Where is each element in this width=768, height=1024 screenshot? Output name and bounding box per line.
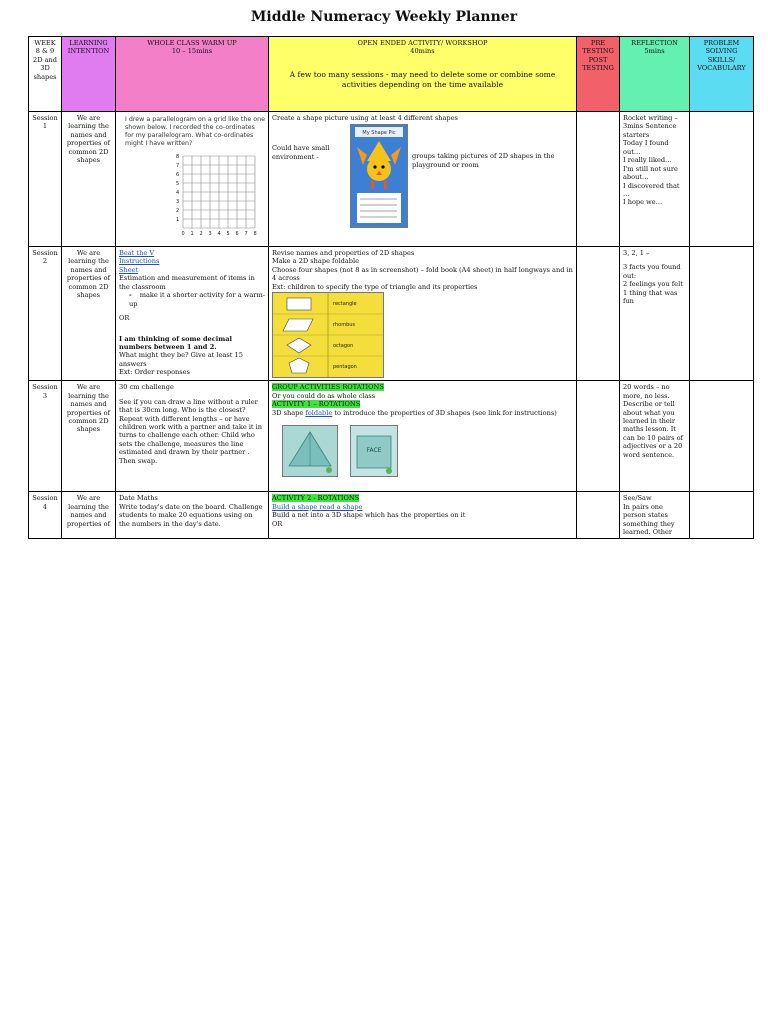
warm-up-text: Estimation and measurement of items in the classroom bbox=[119, 274, 255, 291]
x-tick-label: 4 bbox=[217, 231, 221, 238]
reflection-line: I really liked… bbox=[623, 156, 672, 165]
reflection-cell bbox=[620, 112, 690, 247]
foldable-label: octagon bbox=[333, 343, 354, 350]
x-tick-label: 5 bbox=[226, 231, 230, 238]
learning-intention: We are learning the names and properties of bbox=[62, 492, 116, 539]
reflection-line: 3, 2, 1 – bbox=[623, 249, 650, 257]
header-reflection-title: REFLECTION bbox=[631, 39, 678, 47]
open-line-4b: to introduce the properties of 3D shapes (see link for instructions) bbox=[334, 408, 557, 417]
warm-up-cell bbox=[116, 381, 269, 492]
open-line-4a: 3D shape bbox=[272, 408, 304, 417]
planner-table bbox=[28, 36, 754, 539]
header-reflection-time: 5mins bbox=[644, 47, 665, 56]
3d-foldable-illustration-2 bbox=[351, 426, 397, 476]
reflection-cell bbox=[620, 492, 690, 539]
reflection-line: 20 words – no more, no less. Describe or tell about what you learned in their maths lesson. It can be 10 pairs of adjectives or a 20 word sentence. bbox=[623, 383, 683, 459]
header-warm-up-title: WHOLE CLASS WARM UP bbox=[147, 39, 237, 47]
reflection-line: In pairs one person states something they learned. Other bbox=[623, 502, 675, 536]
warm-up-cell bbox=[116, 112, 269, 247]
x-tick-label: 7 bbox=[244, 231, 248, 238]
learning-intention: We are learning the names and properties of common 2D shapes bbox=[62, 247, 116, 381]
problem-solving-cell bbox=[690, 492, 754, 539]
open-line-2: Or you could do as whole class bbox=[272, 391, 376, 400]
shape-picture-photo bbox=[350, 124, 408, 228]
header-open-ended-note: A few too many sessions - may need to delete some or combine some activities depending on the time available bbox=[289, 69, 556, 89]
pre-post-cell bbox=[577, 492, 620, 539]
session-row bbox=[29, 381, 754, 492]
reflection-line: I hope we… bbox=[623, 198, 663, 207]
header-problem-solving: PROBLEM SOLVING SKILLS/ VOCABULARY bbox=[690, 37, 754, 112]
open-ended-cell bbox=[269, 492, 577, 539]
reflection-line: See/Saw bbox=[623, 494, 652, 503]
coordinate-grid bbox=[171, 150, 261, 238]
header-reflection bbox=[620, 37, 690, 112]
y-tick-label: 3 bbox=[176, 199, 180, 206]
warm-up-decimal-prompt: I am thinking of some decimal numbers between 1 and 2. bbox=[119, 334, 233, 351]
x-tick-label: 2 bbox=[199, 231, 203, 238]
foldable-label: rhombus bbox=[333, 322, 356, 329]
y-tick-label: 8 bbox=[176, 154, 180, 161]
x-tick-label: 1 bbox=[190, 231, 194, 238]
reflection-line: I discovered that … bbox=[623, 181, 680, 198]
warm-up-question: What might they be? Give at least 15 answers bbox=[119, 351, 243, 368]
problem-solving-cell bbox=[690, 247, 754, 381]
group-rotations-heading: GROUP ACTIVITIES ROTATIONS bbox=[272, 383, 384, 392]
open-ended-cell bbox=[269, 381, 577, 492]
reflection-cell bbox=[620, 247, 690, 381]
y-tick-label: 7 bbox=[176, 163, 180, 170]
3d-foldable-photo-2 bbox=[350, 425, 398, 477]
session-row bbox=[29, 112, 754, 247]
open-line-4: OR bbox=[272, 519, 283, 528]
parallelogram-prompt: I drew a parallelogram on a grid like the one shown below. I recorded the co-ordinates for my parallelogram. What co-ordinates might I have written? bbox=[125, 116, 265, 148]
reflection-line: Rocket writing – 3mins Sentence starters bbox=[623, 114, 678, 139]
session-row bbox=[29, 492, 754, 539]
open-line-2a: Could have small bbox=[272, 144, 330, 153]
header-open-ended-title: OPEN ENDED ACTIVITY/ WORKSHOP bbox=[357, 39, 488, 47]
header-row bbox=[29, 37, 754, 112]
activity-1-heading: ACTIVITY 1 – ROTATIONS bbox=[272, 400, 361, 409]
warm-up-text: See if you can draw a line without a ruler that is 30cm long. Who is the closest? Repeat with different lengths – or have children work with a partner and take it in turns to challenge each other. Child who sets the challenge, measures the line estimated and drawn by their partner . Then swap. bbox=[119, 397, 263, 465]
open-line-1: Revise names and properties of 2D shapes bbox=[272, 249, 415, 257]
shape-picture-illustration bbox=[351, 125, 407, 227]
problem-solving-cell bbox=[690, 112, 754, 247]
page-title: Middle Numeracy Weekly Planner bbox=[250, 9, 518, 25]
photo-caption: My Shape Pic bbox=[362, 130, 396, 137]
warm-up-extension: Ext: Order responses bbox=[119, 368, 190, 377]
reflection-line: Today I found out… bbox=[623, 139, 669, 156]
beat-the-v-link[interactable]: Beat the V bbox=[119, 249, 155, 257]
x-tick-label: 0 bbox=[181, 231, 185, 238]
open-line-4 bbox=[272, 409, 573, 417]
header-learning-intention: LEARNING INTENTION bbox=[62, 37, 116, 112]
3d-foldable-photo-1 bbox=[282, 425, 338, 477]
open-ended-cell bbox=[269, 247, 577, 381]
warm-up-title: Date Maths bbox=[119, 494, 158, 503]
y-tick-label: 1 bbox=[176, 217, 180, 224]
reflection-cell bbox=[620, 381, 690, 492]
foldable-label: rectangle bbox=[333, 301, 357, 308]
foldable-label: pentagon bbox=[333, 364, 357, 371]
activity-2-heading: ACTIVITY 2 - ROTATIONS bbox=[272, 494, 360, 503]
foldable-photo bbox=[272, 292, 384, 378]
open-line-3: Build a net into a 3D shape which has the properties on it bbox=[272, 511, 466, 520]
x-tick-label: 6 bbox=[235, 231, 239, 238]
y-tick-label: 5 bbox=[176, 181, 180, 188]
open-line-2: Make a 2D shape foldable bbox=[272, 257, 359, 266]
y-tick-label: 6 bbox=[176, 172, 180, 179]
session-label: Session 4 bbox=[29, 492, 62, 539]
warm-up-cell bbox=[116, 247, 269, 381]
3d-foldable-illustration-1 bbox=[283, 426, 337, 476]
sheet-link[interactable]: Sheet bbox=[119, 265, 139, 274]
photo-label: FACE bbox=[366, 446, 382, 454]
reflection-line: 1 thing that was fun bbox=[623, 288, 678, 306]
reflection-line: 3 facts you found out: bbox=[623, 263, 681, 280]
header-open-ended bbox=[269, 37, 577, 112]
session-label: Session 1 bbox=[29, 112, 62, 247]
session-label: Session 2 bbox=[29, 247, 62, 381]
pre-post-cell bbox=[577, 112, 620, 247]
open-line-1: Create a shape picture using at least 4 different shapes bbox=[272, 114, 458, 122]
warm-up-or: OR bbox=[119, 314, 130, 323]
build-a-shape-link[interactable]: Build a shape read a shape bbox=[272, 502, 363, 511]
foldable-illustration bbox=[273, 293, 383, 377]
header-week: WEEK 8 & 9 2D and 3D shapes bbox=[29, 37, 62, 112]
header-pre-post-testing: PRE TESTING POST TESTING bbox=[577, 37, 620, 112]
header-warm-up bbox=[116, 37, 269, 112]
learning-intention: We are learning the names and properties of common 2D shapes bbox=[62, 112, 116, 247]
open-ended-cell bbox=[269, 112, 577, 247]
session-row bbox=[29, 247, 754, 381]
instructions-link[interactable]: Instructions bbox=[119, 257, 160, 266]
session-label: Session 3 bbox=[29, 381, 62, 492]
header-warm-up-time: 10 – 15mins bbox=[171, 47, 213, 56]
open-line-3: groups taking pictures of 2D shapes in the playground or room bbox=[412, 152, 555, 169]
header-open-ended-time: 40mins bbox=[410, 47, 435, 56]
open-line-4: Ext: children to specify the type of triangle and its properties bbox=[272, 282, 478, 291]
learning-intention: We are learning the names and properties of common 2D shapes bbox=[62, 381, 116, 492]
reflection-line: 2 feelings you felt bbox=[623, 280, 683, 289]
warm-up-title: 30 cm challenge bbox=[119, 383, 174, 392]
problem-solving-cell bbox=[690, 381, 754, 492]
pre-post-cell bbox=[577, 247, 620, 381]
open-line-2b: environment - bbox=[272, 152, 319, 161]
y-tick-label: 2 bbox=[176, 208, 180, 215]
warm-up-bullet: - make it a shorter activity for a warm-up bbox=[119, 291, 265, 308]
x-tick-label: 3 bbox=[208, 231, 212, 238]
open-line-3: Choose four shapes (not 8 as in screenshot) – fold book (A4 sheet) in half longways and in 4 across bbox=[272, 265, 573, 283]
foldable-link[interactable]: foldable bbox=[305, 408, 333, 417]
x-tick-label: 8 bbox=[253, 231, 257, 238]
warm-up-text: Write today's date on the board. Challenge students to make 20 equations using on the numbers in the day's date. bbox=[119, 502, 263, 528]
warm-up-cell bbox=[116, 492, 269, 539]
pre-post-cell bbox=[577, 381, 620, 492]
reflection-line: I'm still not sure about… bbox=[623, 164, 678, 182]
y-tick-label: 4 bbox=[176, 190, 180, 197]
